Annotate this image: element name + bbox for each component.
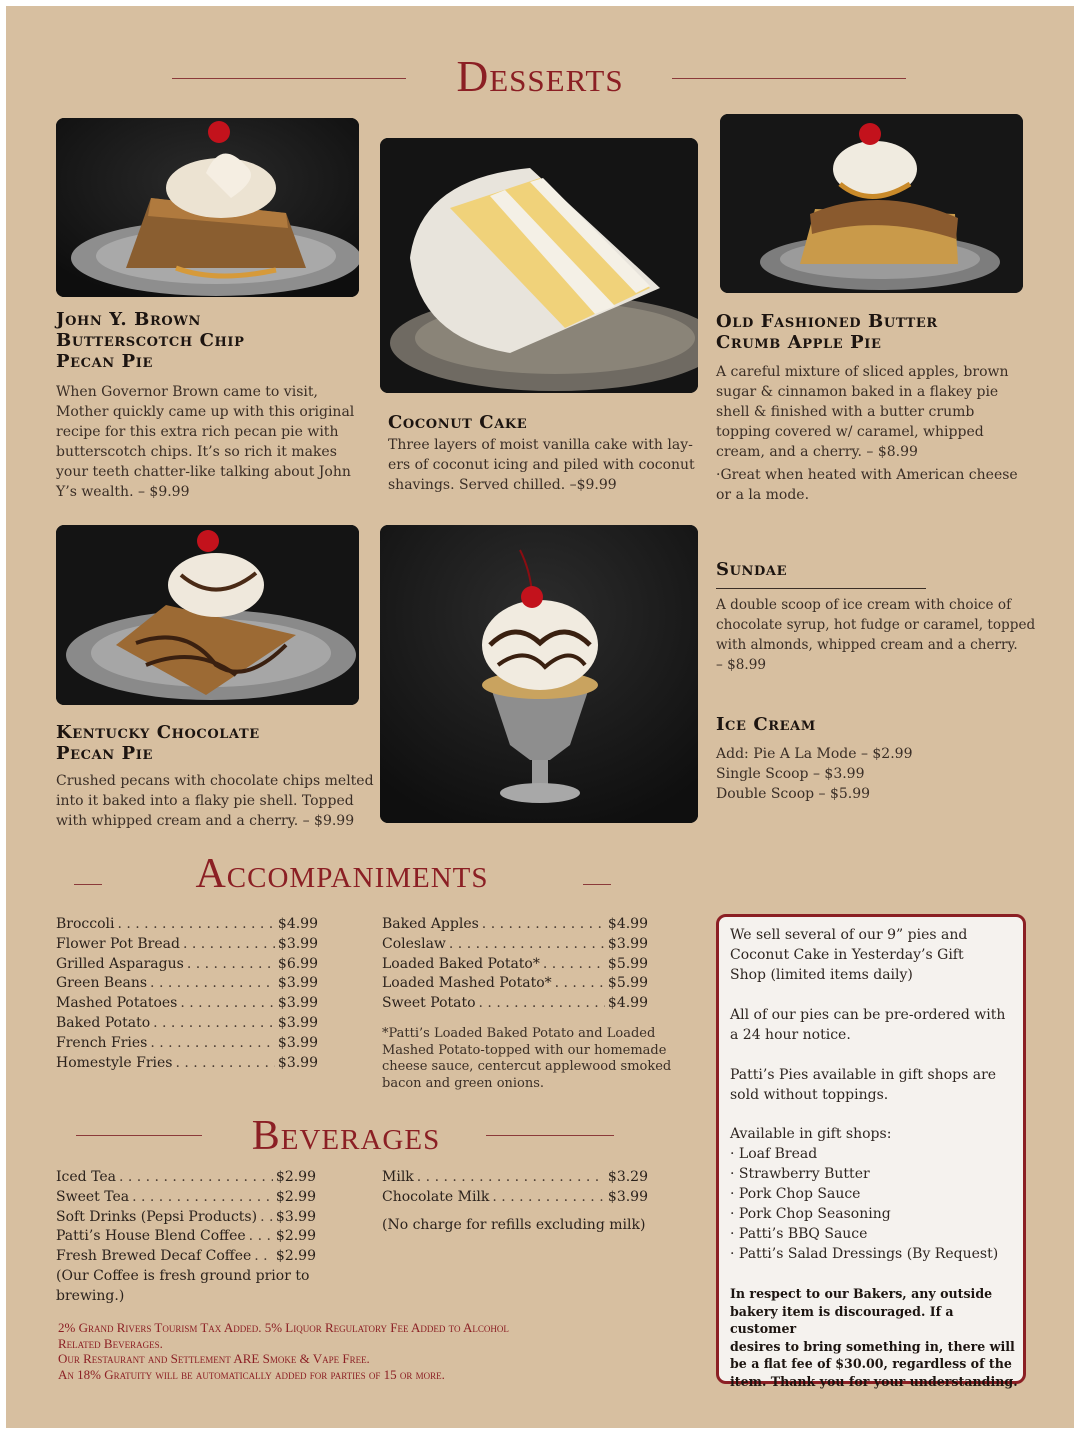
- desc-line: sugar & cinnamon baked in a flakey pie: [716, 384, 999, 400]
- menu-row: [56, 1054, 318, 1074]
- item-price: $3.99: [277, 1014, 318, 1031]
- dish-desc-sundae: [716, 595, 1035, 675]
- item-name: French Fries: [56, 1034, 148, 1051]
- menu-row: [382, 1188, 648, 1208]
- box-line: All of our pies can be pre-ordered with: [730, 1007, 1006, 1023]
- desc-line: with almonds, whipped cream and a cherry.: [716, 637, 1018, 653]
- item-price: $2.99: [275, 1248, 316, 1265]
- item-name: Chocolate Milk: [382, 1188, 490, 1205]
- menu-row: [382, 915, 648, 935]
- beverages-list-2: [382, 1168, 648, 1235]
- accompaniments-list-1: [56, 915, 318, 1073]
- item-price: $5.99: [607, 955, 648, 972]
- coffee-note-line: brewing.): [56, 1287, 125, 1304]
- menu-row: [56, 915, 318, 935]
- desc-line: topping covered w/ caramel, whipped: [716, 424, 984, 440]
- menu-page: [6, 6, 1074, 1428]
- item-price: $3.99: [275, 1208, 316, 1225]
- item-name: Patti’s House Blend Coffee: [56, 1228, 246, 1245]
- dish-name-line: Crumb Apple Pie: [716, 332, 882, 353]
- dish-desc-coconut-cake: [388, 435, 695, 495]
- gift-item: · Strawberry Butter: [730, 1166, 870, 1182]
- box-line: a 24 hour notice.: [730, 1027, 851, 1043]
- menu-row: [382, 955, 648, 975]
- desc-line: Double Scoop – $5.99: [716, 786, 871, 802]
- item-name: Loaded Mashed Potato*: [382, 975, 552, 992]
- item-name: Green Beans: [56, 975, 148, 992]
- dish-name-apple-pie: [716, 311, 938, 353]
- coffee-note-line: (Our Coffee is fresh ground prior to: [56, 1267, 310, 1284]
- dish-name-line: John Y. Brown: [56, 309, 201, 330]
- notice-line: Related Beverages.: [58, 1335, 163, 1351]
- menu-row: [382, 994, 648, 1014]
- menu-row: [56, 1188, 316, 1208]
- outside-bakery-policy: [730, 1285, 1020, 1390]
- dish-name-coconut-cake: [388, 412, 527, 433]
- item-name: Soft Drinks (Pepsi Products): [56, 1208, 258, 1225]
- desc-line: shavings. Served chilled. –$9.99: [388, 477, 617, 493]
- item-price: $5.99: [607, 975, 648, 992]
- butterscotch-pie-photo: [56, 118, 359, 297]
- footnote-line: Mashed Potato-topped with our homemade: [382, 1042, 667, 1058]
- menu-row: [56, 994, 318, 1014]
- item-name: Sweet Potato: [382, 995, 476, 1012]
- desc-line: ers of coconut icing and piled with coconut: [388, 457, 695, 473]
- sundae-underline: [716, 588, 926, 589]
- dish-name-line: Pecan Pie: [56, 743, 153, 764]
- item-price: $6.99: [277, 955, 318, 972]
- item-name: Coleslaw: [382, 935, 446, 952]
- box-line: Shop (limited items daily): [730, 967, 913, 983]
- gift-item: · Loaf Bread: [730, 1146, 818, 1162]
- toppings-paragraph: [730, 1065, 1020, 1105]
- desc-line: cream, and a cherry. – $8.99: [716, 444, 918, 460]
- desc-line: with whipped cream and a cherry. – $9.99: [56, 813, 355, 829]
- menu-row: [56, 1034, 318, 1054]
- desc-line: Add: Pie A La Mode – $2.99: [716, 746, 913, 762]
- desc-line: Y’s wealth. – $9.99: [56, 484, 190, 500]
- policy-line: desires to bring something in, there will: [730, 1338, 1015, 1354]
- item-name: Homestyle Fries: [56, 1054, 173, 1071]
- apple-pie-photo: [720, 114, 1023, 293]
- box-line: Coconut Cake in Yesterday’s Gift: [730, 947, 964, 963]
- gift-item: · Patti’s BBQ Sauce: [730, 1226, 868, 1242]
- item-price: $4.99: [277, 916, 318, 932]
- item-price: $2.99: [275, 1228, 316, 1245]
- desc-line: Mother quickly came up with this original: [56, 404, 355, 420]
- notice-line: 2% Grand Rivers Tourism Tax Added. 5% Liquor Regulatory Fee Added to Alcohol: [58, 1320, 509, 1335]
- menu-row: [56, 935, 318, 955]
- policy-line: In respect to our Bakers, any outside: [730, 1286, 993, 1301]
- item-name: Mashed Potatoes: [56, 995, 178, 1012]
- dish-name-chocolate-pie: [56, 722, 260, 764]
- desc-line: When Governor Brown came to visit,: [56, 384, 318, 400]
- accomp-rule-left: [74, 884, 102, 885]
- dish-name-line: Coconut Cake: [388, 412, 528, 433]
- accompaniments-list-2: [382, 915, 648, 1014]
- chocolate-pie-photo: [56, 525, 359, 705]
- desc-line: Crushed pecans with chocolate chips melted: [56, 773, 374, 789]
- desc-line: – $8.99: [716, 657, 767, 673]
- refill-note: (No charge for refills excluding milk): [382, 1216, 646, 1233]
- notice-line: Our Restaurant and Settlement ARE Smoke & Vape Free.: [58, 1351, 370, 1366]
- item-name: Baked Potato: [56, 1014, 151, 1031]
- footnote-line: bacon and green onions.: [382, 1075, 545, 1091]
- beverages-title: Beverages: [251, 1113, 441, 1159]
- desc-line: Single Scoop – $3.99: [716, 766, 865, 782]
- dish-desc-butterscotch-pie: [56, 382, 354, 502]
- dish-name-line: Ice Cream: [716, 714, 816, 735]
- tax-notices: [58, 1320, 509, 1382]
- loaded-potato-footnote: [382, 1026, 671, 1092]
- menu-row: [382, 935, 648, 955]
- item-name: Flower Pot Bread: [56, 935, 180, 952]
- item-name: Loaded Baked Potato*: [382, 955, 540, 972]
- item-price: $2.99: [275, 1188, 316, 1205]
- dish-name-sundae: [716, 559, 787, 580]
- item-price: $3.99: [277, 995, 318, 1012]
- item-name: Grilled Asparagus: [56, 955, 184, 972]
- item-price: $3.29: [607, 1169, 648, 1185]
- menu-row: [56, 1247, 316, 1267]
- desc-line: chocolate syrup, hot fudge or caramel, topped: [716, 617, 1036, 633]
- item-price: $2.99: [275, 1169, 316, 1185]
- item-price: $3.99: [607, 1188, 648, 1205]
- dish-name-line: Pecan Pie: [56, 351, 153, 372]
- item-name: Baked Apples: [382, 916, 479, 932]
- dish-name-line: Butterscotch Chip: [56, 330, 245, 351]
- dish-name-ice-cream: [716, 714, 816, 735]
- box-line: Patti’s Pies available in gift shops are: [730, 1067, 997, 1083]
- pies-sold-paragraph: [730, 925, 1020, 985]
- beverages-rule-right: [486, 1135, 614, 1136]
- gift-shop-list: [730, 1144, 998, 1264]
- sundae-photo: [380, 525, 698, 823]
- desc-line: A careful mixture of sliced apples, brown: [716, 364, 1009, 380]
- item-name: Iced Tea: [56, 1169, 116, 1185]
- menu-row: [56, 955, 318, 975]
- menu-row: [56, 1014, 318, 1034]
- item-name: Sweet Tea: [56, 1188, 130, 1205]
- desc-line: butterscotch chips. It’s so rich it makes: [56, 444, 337, 460]
- notice-line: An 18% Gratuity will be automatically added for parties of 15 or more.: [58, 1366, 445, 1382]
- item-price: $4.99: [607, 995, 648, 1012]
- item-price: $4.99: [607, 916, 648, 932]
- dish-desc-apple-pie: [716, 362, 1018, 505]
- item-name: Broccoli: [56, 916, 115, 932]
- menu-row: [56, 1208, 316, 1228]
- policy-line: bakery item is discouraged. If a customer: [730, 1303, 954, 1336]
- desc-line: A double scoop of ice cream with choice of: [716, 597, 1012, 613]
- box-line: sold without toppings.: [730, 1087, 889, 1103]
- footnote-line: *Patti’s Loaded Baked Potato and Loaded: [382, 1026, 656, 1041]
- dish-name-butterscotch-pie: [56, 309, 244, 372]
- dish-name-line: Kentucky Chocolate: [56, 722, 260, 743]
- beverages-list-1: [56, 1168, 316, 1307]
- gift-shop-info-box: [716, 914, 1026, 1389]
- item-price: $3.99: [607, 935, 648, 952]
- coconut-cake-photo: [380, 138, 698, 393]
- desc-line: your teeth chatter-like talking about John: [56, 464, 351, 480]
- item-price: $3.99: [277, 1034, 318, 1051]
- item-price: $3.99: [277, 975, 318, 992]
- policy-line: item. Thank you for your understanding.: [730, 1373, 1018, 1389]
- dish-desc-chocolate-pie: [56, 771, 374, 831]
- gift-shop-heading: Available in gift shops:: [730, 1126, 892, 1142]
- dish-desc-ice-cream: [716, 744, 912, 804]
- accomp-rule-right: [583, 884, 611, 885]
- menu-row: [382, 974, 648, 994]
- gift-item: · Pork Chop Seasoning: [730, 1206, 891, 1222]
- accompaniments-title: Accompaniments: [195, 851, 489, 897]
- policy-line: be a flat fee of $30.00, regardless of the: [730, 1356, 1012, 1371]
- item-price: $3.99: [277, 935, 318, 952]
- beverages-rule-left: [76, 1135, 202, 1136]
- box-line: We sell several of our 9” pies and: [730, 927, 968, 943]
- desserts-title: Desserts: [456, 52, 624, 101]
- desc-line: shell & finished with a butter crumb: [716, 404, 975, 420]
- menu-row: [56, 1168, 316, 1188]
- item-price: $3.99: [277, 1054, 318, 1071]
- desc-line: ·Great when heated with American cheese: [716, 467, 1018, 483]
- menu-row: [56, 1227, 316, 1247]
- desc-line: recipe for this extra rich pecan pie with: [56, 424, 339, 440]
- menu-row: [382, 1168, 648, 1188]
- desc-line: into it baked into a flaky pie shell. Topped: [56, 793, 354, 809]
- dish-name-line: Sundae: [716, 559, 788, 580]
- gift-item: · Patti’s Salad Dressings (By Request): [730, 1246, 999, 1262]
- menu-row: [56, 974, 318, 994]
- desc-line: Three layers of moist vanilla cake with lay-: [388, 437, 693, 453]
- footnote-line: cheese sauce, centercut applewood smoked: [382, 1059, 672, 1074]
- item-name: Milk: [382, 1169, 414, 1185]
- gift-item: · Pork Chop Sauce: [730, 1186, 861, 1202]
- desc-line: or a la mode.: [716, 487, 810, 503]
- item-name: Fresh Brewed Decaf Coffee: [56, 1248, 252, 1265]
- preorder-paragraph: [730, 1005, 1020, 1045]
- dish-name-line: Old Fashioned Butter: [716, 311, 938, 332]
